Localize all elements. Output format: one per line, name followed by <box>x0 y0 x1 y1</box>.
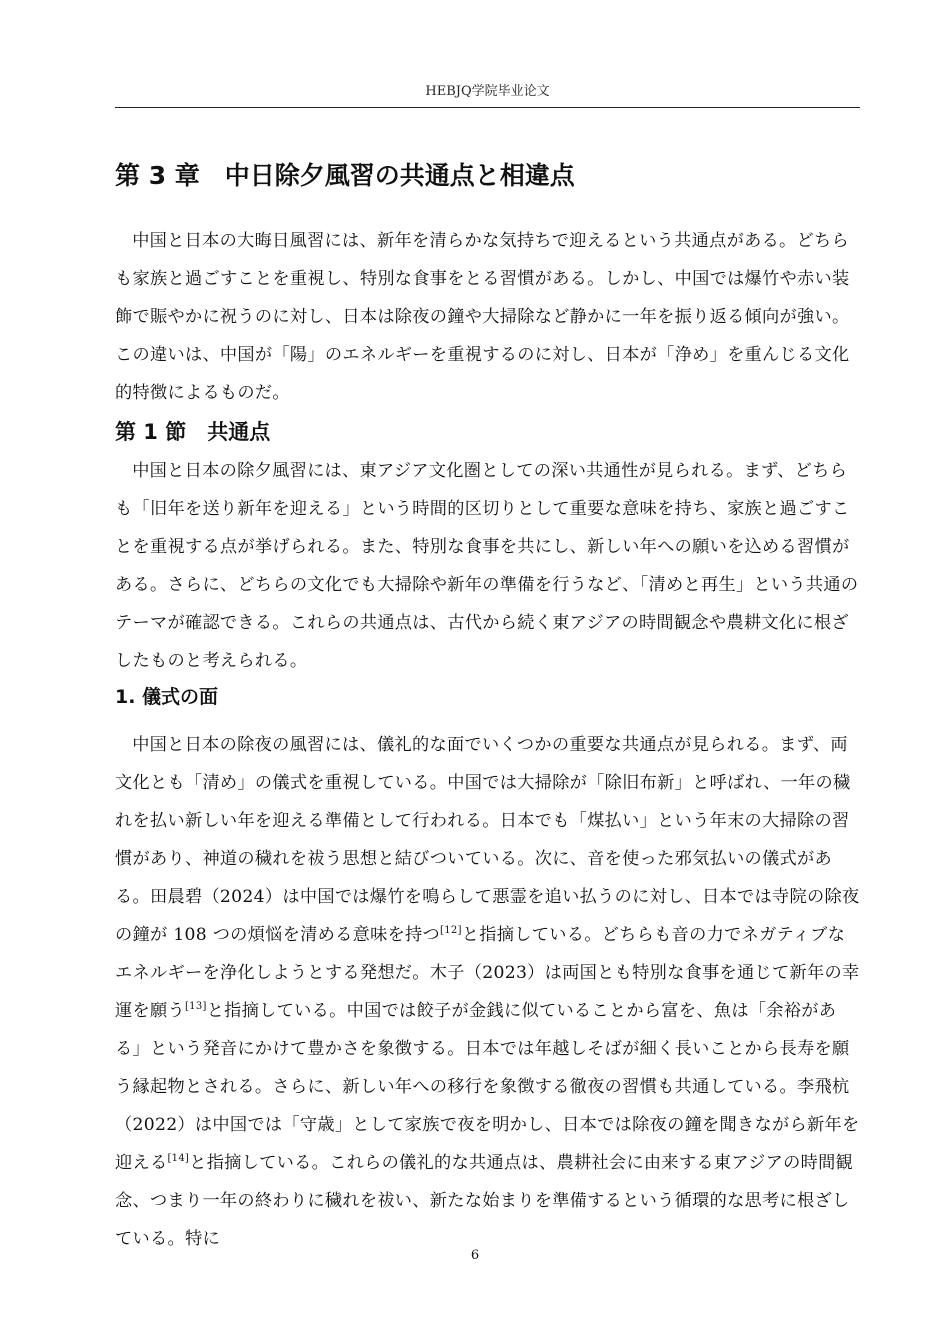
citation-12: [12] <box>440 925 462 936</box>
section-title: 第 1 節 共通点 <box>115 420 271 444</box>
chapter-title: 第 3 章 中日除夕風習の共通点と相違点 <box>115 161 575 190</box>
citation-14: [14] <box>167 1153 190 1164</box>
subsection-paragraph <box>115 726 860 1258</box>
paragraph-text-3: と指摘している。中国では餃子が金銭に似ていることから富を、魚は「余裕がある」という発音にかけて豊かさを象徴する。日本では年越しそばが細く長いことから長寿を願う縁起物とされる。さらに、新しい年への移行を象徴する徹夜の習慣も共通している。李飛杭（2022）は中国では「守歳」として家族で夜を明かし、日本では除夜の鐘を聞きながら新年を迎える <box>115 1001 860 1173</box>
chapter-intro-paragraph: 中国と日本の大晦日風習には、新年を清らかな気持ちで迎えるという共通点がある。どちらも家族と過ごすことを重視し、特別な食事をとる習慣がある。しかし、中国では爆竹や赤い装飾で賑やかに祝うのに対し、日本は除夜の鐘や大掃除など静かに一年を振り返る傾向が強い。この違いは、中国が「陽」のエネルギーを重視するのに対し、日本が「浄め」を重んじる文化的特徴によるものだ。 <box>115 231 850 403</box>
paragraph-text-1: 中国と日本の除夜の風習には、儀礼的な面でいくつかの重要な共通点が見られる。まず、両文化とも「清め」の儀式を重視している。中国では大掃除が「除旧布新」と呼ばれ、一年の穢れを払い新しい年を迎える準備として行われる。日本でも「煤払い」という年末の大掃除の習慣があり、神道の穢れを祓う思想と結びついている。次に、音を使った邪気払いの儀式がある。田晨碧（2024）は中国では爆竹を鳴らして悪霊を追い払うのに対し、日本では寺院の除夜の鐘が 108 つの煩悩を清める意味を持つ <box>115 735 860 945</box>
subsection-title: 1. 儀式の面 <box>115 686 219 708</box>
running-header: HEBJQ学院毕业论文 <box>115 80 860 108</box>
page-number: 6 <box>470 1248 480 1263</box>
section-intro-paragraph: 中国と日本の除夕風習には、東アジア文化圏としての深い共通性が見られる。まず、どちらも「旧年を送り新年を迎える」という時間的区切りとして重要な意味を持ち、家族と過ごすことを重視する点が挙げられる。また、特別な食事を共にし、新しい年への願いを込める習慣がある。さらに、どちらの文化でも大掃除や新年の準備を行うなど、「清めと再生」という共通のテーマが確認できる。これらの共通点は、古代から続く東アジアの時間観念や農耕文化に根ざしたものと考えられる。 <box>115 461 859 671</box>
page-content <box>115 150 860 1258</box>
paragraph-text-2: と指摘している。どちらも音の力でネガティブなエネルギーを浄化しようとする発想だ。木子（2023）は両国とも特別な食事を通じて新年の幸運を願う <box>115 925 860 1021</box>
paragraph-text-4: と指摘している。これらの儀礼的な共通点は、農耕社会に由来する東アジアの時間観念、つまり一年の終わりに穢れを祓い、新たな始まりを準備するという循環的な思考に根ざしている。特に <box>115 1153 854 1249</box>
citation-13: [13] <box>184 1001 207 1012</box>
